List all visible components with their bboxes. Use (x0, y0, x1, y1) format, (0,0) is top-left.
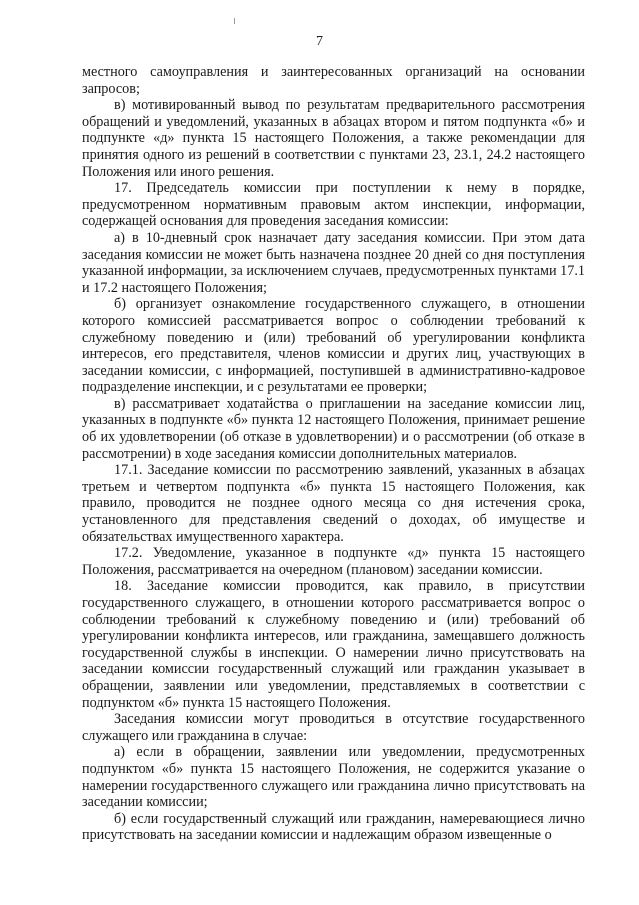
paragraph-6: 17.1. Заседание комиссии по рассмотрению заявлений, указанных в абзацах третьем и четвертом подпункта «б» пункта 15 настоящего Положения, как правило, проводится не позднее одного месяца со дня истечения срока, установленного для представления сведений о доходах, об имуществе и обязательствах имущественного характера. (82, 462, 585, 545)
paragraph-4: б) организует ознакомление государственного служащего, в отношении которого комиссией рассматривается вопрос о соблюдении требований к служебному поведению и (или) требований об урегулировании конфликта интересов, его представителя, членов комиссии и других лиц, участвующих в заседании комиссии, с информацией, поступившей в административно-кадровое подразделение инспекции, и с результатами ее проверки; (82, 296, 585, 396)
scan-artifact-mark (234, 18, 235, 24)
paragraph-5: в) рассматривает ходатайства о приглашении на заседание комиссии лиц, указанных в подпункте «б» пункта 12 настоящего Положения, принимает решение об их удовлетворении (об отказе в удовлетворении) и о рассмотрении (об отказе в рассмотрении) в ходе заседания комиссии дополнительных материалов. (82, 395, 585, 462)
paragraph-0: местного самоуправления и заинтересованных организаций на основании запросов; (82, 64, 585, 97)
paragraph-10: а) если в обращении, заявлении или уведомлении, предусмотренных подпунктом «б» пункта 15 настоящего Положения, не содержится указание о намерении государственного служащего или гражданина лично присутствовать на заседании комиссии; (82, 744, 585, 811)
paragraph-3: а) в 10-дневный срок назначает дату заседания комиссии. При этом дата заседания комиссии не может быть назначена позднее 20 дней со дня поступления указанной информации, за исключением случаев, предусмотренных пунктами 17.1 и 17.2 настоящего Положения; (82, 229, 585, 296)
document-body (82, 64, 585, 844)
paragraph-11: б) если государственный служащий или гражданин, намеревающиеся лично присутствовать на заседании комиссии и надлежащим образом извещенные о (82, 810, 585, 844)
paragraph-7: 17.2. Уведомление, указанное в подпункте «д» пункта 15 настоящего Положения, рассматривается на очередном (плановом) заседании комиссии. (82, 545, 585, 578)
paragraph-1: в) мотивированный вывод по результатам предварительного рассмотрения обращений и уведомлений, указанных в абзацах втором и пятом подпункта «б» и подпункте «д» пункта 15 настоящего Положения, а также рекомендации для принятия одного из решений в соответствии с пунктами 23, 23.1, 24.2 настоящего Положения или иного решения. (82, 97, 585, 180)
page-number: 7 (316, 34, 323, 49)
paragraph-9: Заседания комиссии могут проводиться в отсутствие государственного служащего или гражданина в случае: (82, 711, 585, 744)
paragraph-8: 18. Заседание комиссии проводится, как правило, в присутствии государственного служащего, в отношении которого рассматривается вопрос о соблюдении требований к служебному поведению и (или) требований об урегулировании конфликта интересов, или гражданина, замещавшего должность государственной службы в инспекции. О намерении лично присутствовать на заседании комиссии государственный служащий или гражданин указывает в обращении, заявлении или уведомлении, представляемых в соответствии с подпунктом «б» пункта 15 настоящего Положения. (82, 578, 585, 711)
paragraph-2: 17. Председатель комиссии при поступлении к нему в порядке, предусмотренном нормативным правовым актом инспекции, информации, содержащей основания для проведения заседания комиссии: (82, 180, 585, 230)
